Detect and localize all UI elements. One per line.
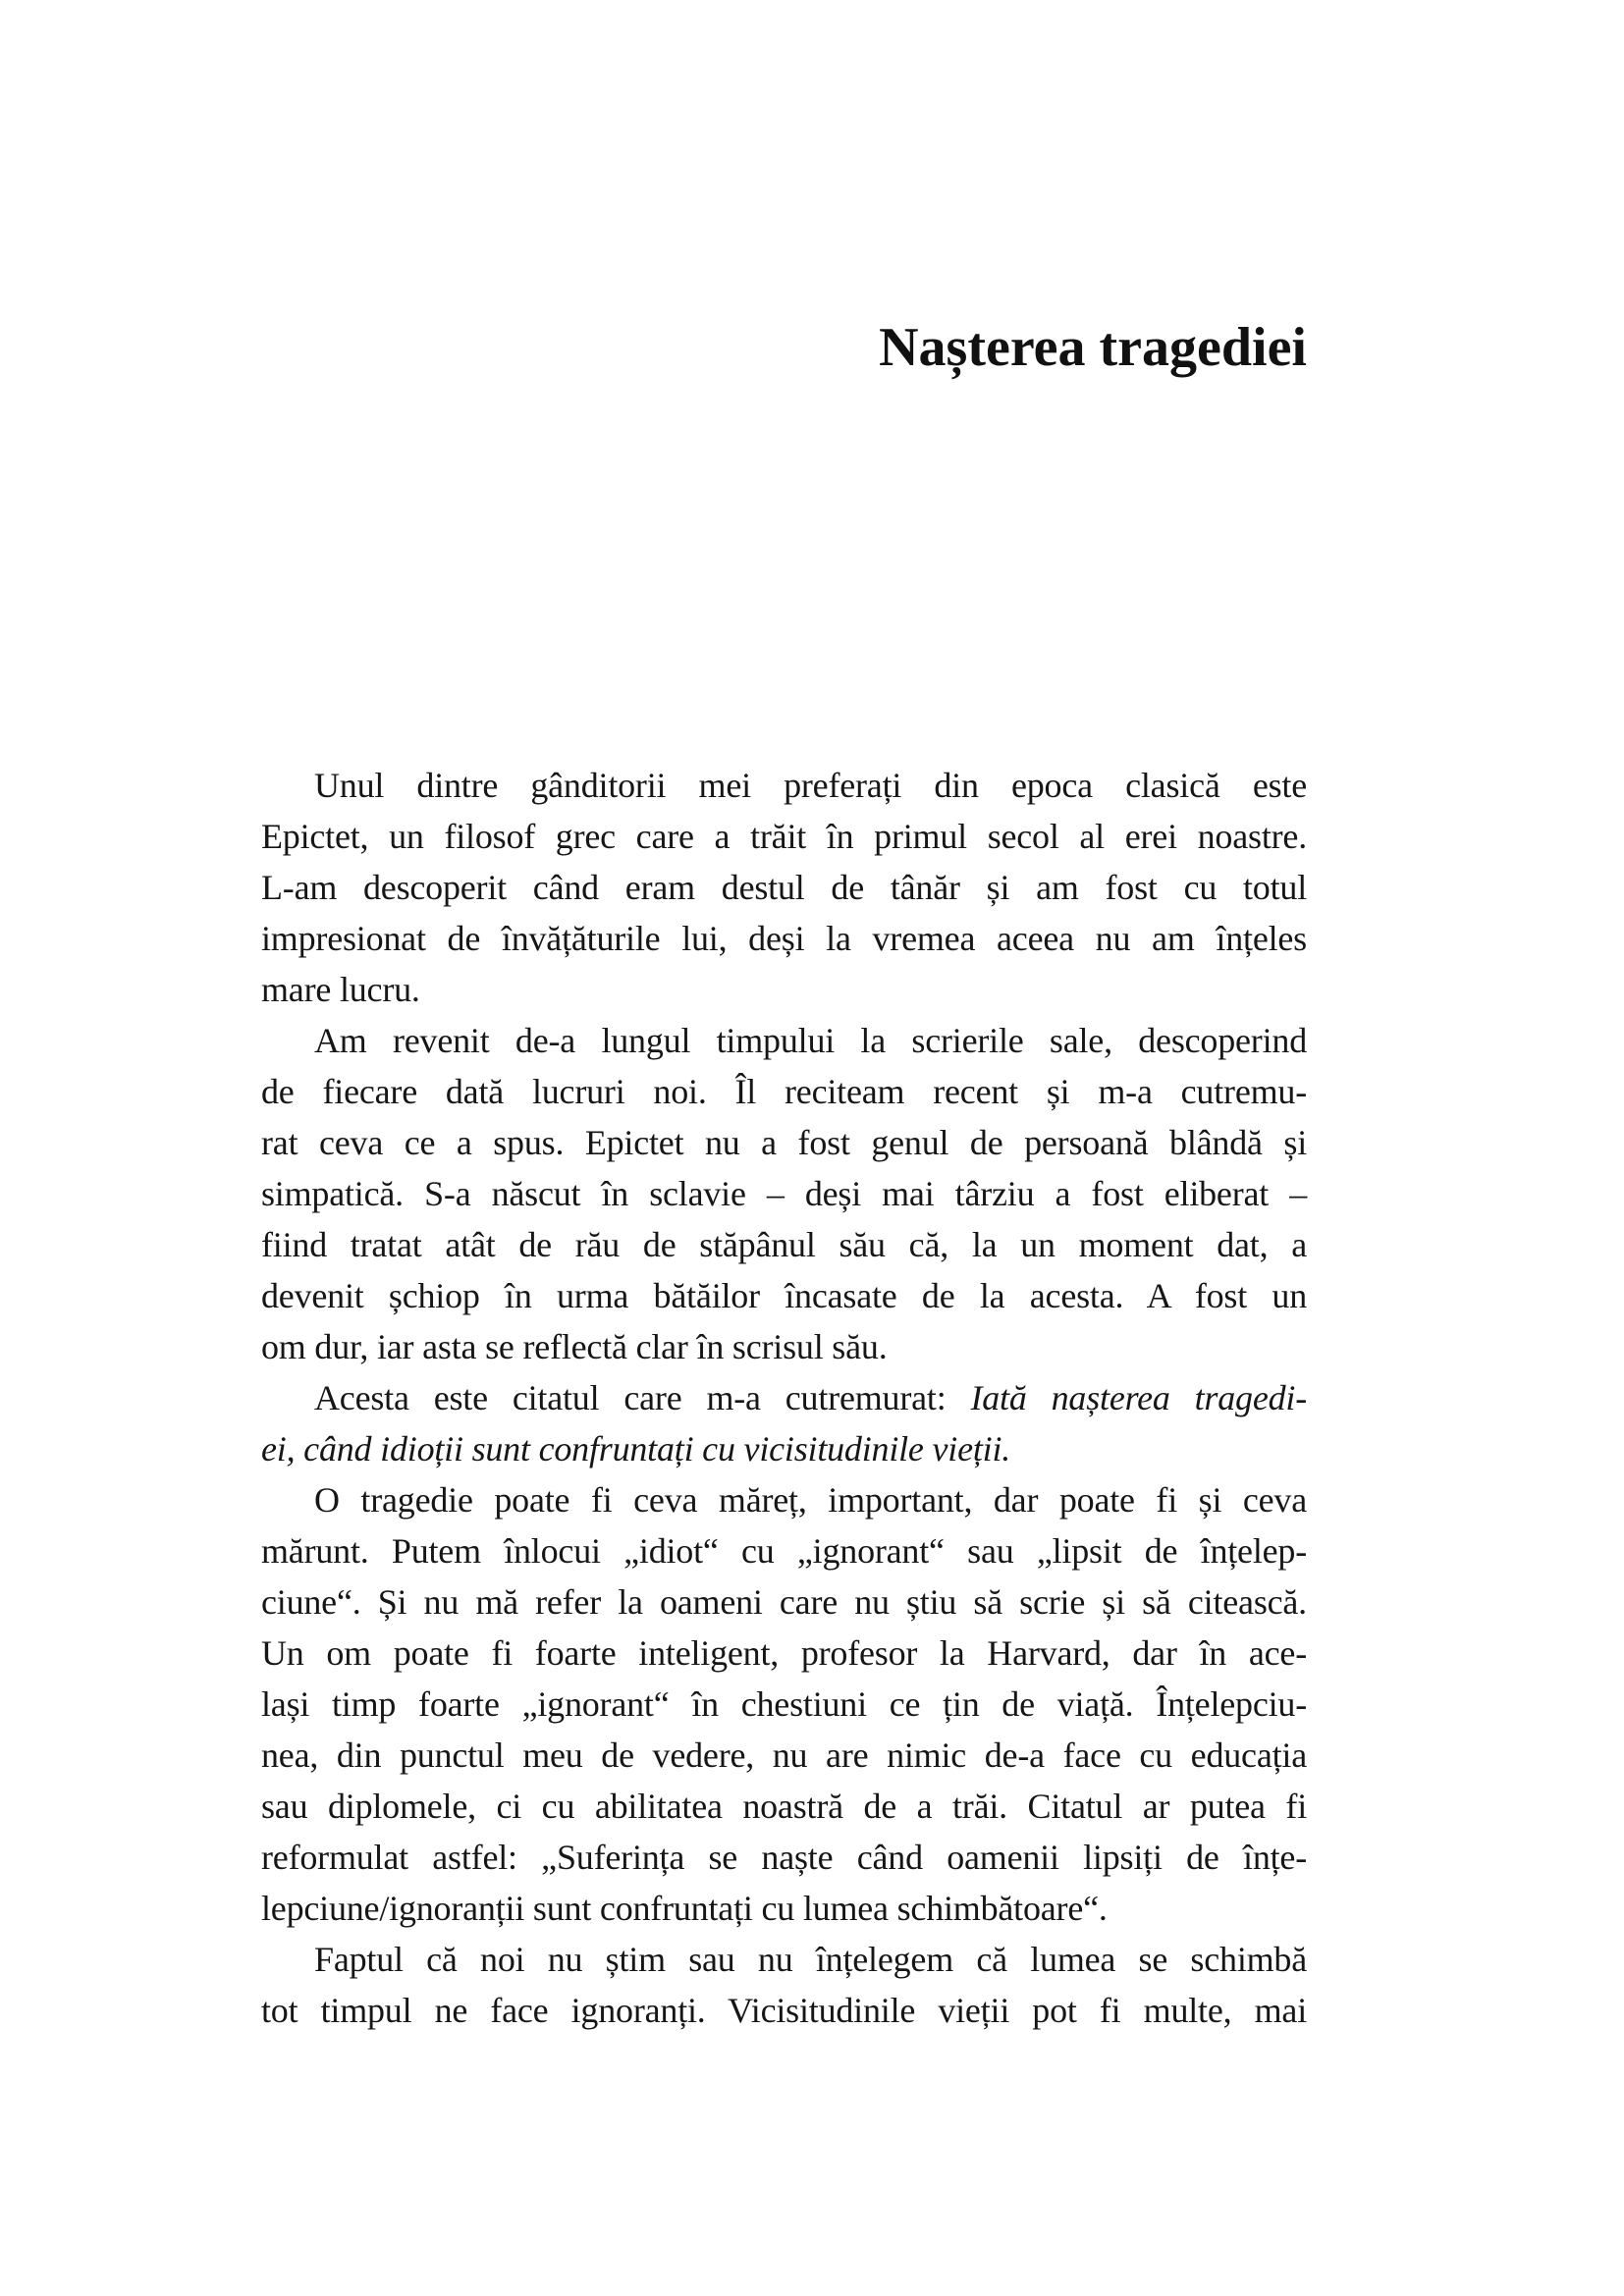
- text-line: [261, 1066, 1307, 1117]
- text-line: [261, 760, 1307, 811]
- text-line: [261, 1679, 1307, 1730]
- text-line: [261, 1730, 1307, 1781]
- text-line: [261, 1832, 1307, 1883]
- text-segment: om dur, iar asta se reflectă clar în scrisul său.: [261, 1327, 888, 1366]
- text-segment: nea, din punctul meu de vedere, nu are nimic de-a face cu educația: [261, 1735, 1307, 1775]
- text-line: [261, 913, 1307, 964]
- chapter-title: Nașterea tragediei: [879, 317, 1307, 378]
- text-line: [261, 964, 1307, 1015]
- text-segment: mare lucru.: [261, 970, 420, 1009]
- text-segment: ciune“. Și nu mă refer la oameni care nu știu să scrie și să citească.: [261, 1582, 1307, 1622]
- text-segment: Epictet, un filosof grec care a trăit în primul secol al erei noastre.: [261, 817, 1307, 856]
- text-line: [261, 1117, 1307, 1168]
- text-line: [261, 1628, 1307, 1679]
- text-line: [261, 1883, 1307, 1934]
- text-segment: L-am descoperit când eram destul de tânăr și am fost cu totul: [261, 868, 1307, 907]
- text-segment: mărunt. Putem înlocui „idiot“ cu „ignorant“ sau „lipsit de înțelep-: [261, 1531, 1307, 1571]
- text-segment: sau diplomele, ci cu abilitatea noastră de a trăi. Citatul ar putea fi: [261, 1787, 1307, 1826]
- text-line: [261, 1474, 1307, 1525]
- text-line: [261, 1525, 1307, 1576]
- text-segment: Am revenit de-a lungul timpului la scrierile sale, descoperind: [314, 1021, 1307, 1060]
- text-segment: Faptul că noi nu știm sau nu înțelegem că lumea se schimbă: [314, 1940, 1307, 1979]
- italic-text: Iată nașterea tragedi-: [970, 1378, 1307, 1417]
- text-segment: Un om poate fi foarte inteligent, profesor la Harvard, dar în ace-: [261, 1633, 1307, 1673]
- text-segment: lași timp foarte „ignorant“ în chestiuni ce țin de viață. Înțelepciu-: [261, 1684, 1307, 1724]
- text-segment: reformulat astfel: „Suferința se naște când oamenii lipsiți de înțe-: [261, 1838, 1307, 1877]
- body-text: [261, 760, 1307, 2036]
- text-line: [261, 811, 1307, 862]
- text-line: [261, 1423, 1307, 1474]
- text-line: [261, 1015, 1307, 1066]
- text-line: [261, 1576, 1307, 1628]
- text-segment: O tragedie poate fi ceva măreț, important, dar poate fi și ceva: [314, 1480, 1307, 1520]
- text-segment: devenit șchiop în urma bătăilor încasate de la acesta. A fost un: [261, 1276, 1307, 1315]
- text-line: [261, 1372, 1307, 1423]
- text-segment: de fiecare dată lucruri noi. Îl reciteam recent și m-a cutremu-: [261, 1072, 1307, 1111]
- text-block: [261, 0, 1307, 2296]
- text-segment: lepciune/ignoranții sunt confruntați cu lumea schimbătoare“.: [261, 1889, 1108, 1928]
- text-segment: rat ceva ce a spus. Epictet nu a fost genul de persoană blândă și: [261, 1123, 1307, 1162]
- text-line: [261, 862, 1307, 913]
- text-segment: simpatică. S-a născut în sclavie – deși mai târziu a fost eliberat –: [261, 1174, 1307, 1213]
- text-line: [261, 1219, 1307, 1270]
- text-line: [261, 1321, 1307, 1372]
- text-segment: fiind tratat atât de rău de stăpânul său că, la un moment dat, a: [261, 1225, 1307, 1264]
- text-line: [261, 1934, 1307, 1985]
- italic-text: ei, când idioții sunt confruntați cu vicisitudinile vieții.: [261, 1429, 1011, 1468]
- text-segment: Unul dintre gânditorii mei preferați din epoca clasică este: [314, 766, 1307, 805]
- text-line: [261, 1985, 1307, 2036]
- text-segment: tot timpul ne face ignoranți. Vicisitudinile vieții pot fi multe, mai: [261, 1991, 1307, 2030]
- text-line: [261, 1168, 1307, 1219]
- text-segment: impresionat de învățăturile lui, deși la vremea aceea nu am înțeles: [261, 919, 1307, 958]
- text-line: [261, 1270, 1307, 1321]
- text-line: [261, 1781, 1307, 1832]
- text-segment: Acesta este citatul care m-a cutremurat:: [314, 1378, 971, 1417]
